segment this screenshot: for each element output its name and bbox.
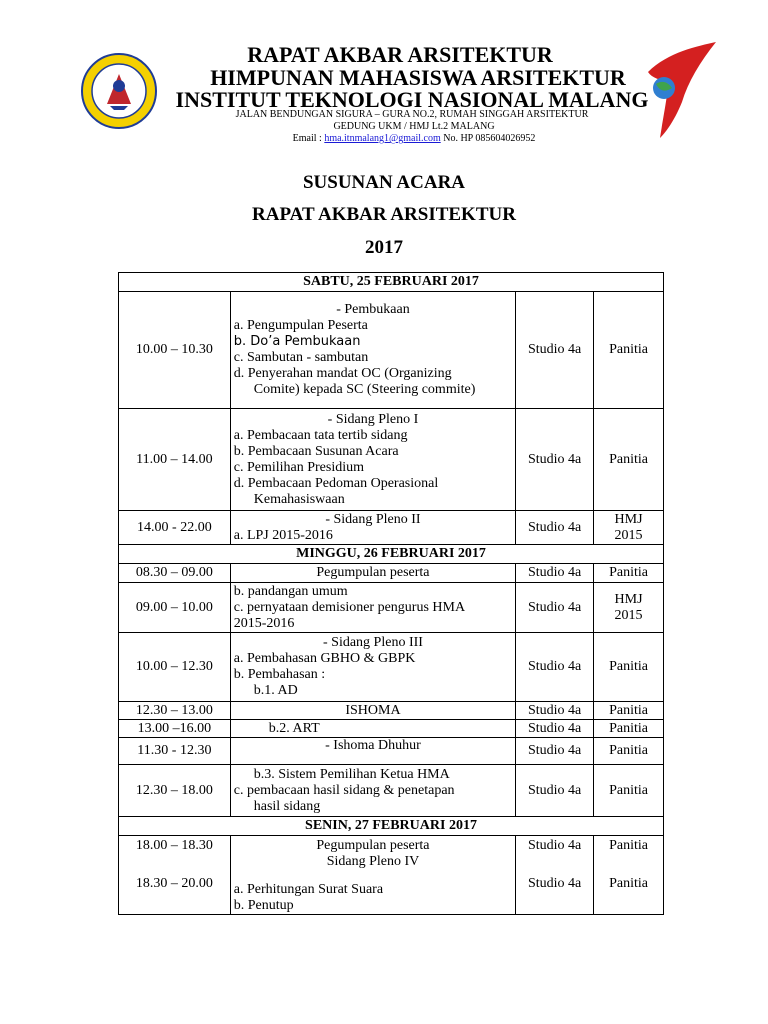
pic-line: 2015 — [614, 607, 643, 623]
day-header-row — [119, 545, 664, 564]
activity-item: c. pembacaan hasil sidang & penetapan — [233, 782, 455, 798]
time-cell: 14.00 - 22.00 — [119, 511, 231, 545]
table-row — [119, 583, 664, 633]
activity-heading: Sidang Pleno IV — [326, 854, 420, 869]
day-header: SABTU, 25 FEBRUARI 2017 — [119, 273, 664, 292]
activity-item: d. Penyerahan mandat OC (Organizing — [233, 366, 452, 381]
phone-number: No. HP 085604026952 — [440, 133, 536, 144]
location-cell: Studio 4a — [516, 564, 594, 583]
pic-cell: Panitia — [594, 738, 664, 765]
time-cell: 09.00 – 10.00 — [119, 583, 231, 633]
time-cell: 12.30 – 13.00 — [119, 702, 231, 720]
activity-item: b. Pembacaan Susunan Acara — [233, 443, 399, 459]
location-cell: Studio 4a — [516, 738, 594, 765]
location-line: Studio 4a — [527, 876, 582, 891]
time-cell: 10.00 – 12.30 — [119, 633, 231, 702]
time-cell — [119, 836, 231, 915]
activity-item: a. Perhitungan Surat Suara — [233, 882, 384, 897]
activity-item: b. Penutup — [233, 898, 294, 913]
location-cell: Studio 4a — [516, 720, 594, 738]
pic-line: 2015 — [614, 527, 643, 543]
location-cell: Studio 4a — [516, 765, 594, 817]
time-cell: 08.30 – 09.00 — [119, 564, 231, 583]
pic-line: Panitia — [609, 876, 648, 891]
activity-item: b. pandangan umum — [233, 583, 348, 599]
activity-cell: - Ishoma Dhuhur — [230, 738, 515, 765]
address-line-1: JALAN BENDUNGAN SIGURA – GURA NO.2, RUMAH SINGGAH ARSITEKTUR — [235, 109, 589, 120]
time-line: 18.30 – 20.00 — [135, 876, 213, 891]
event-name: RAPAT AKBAR ARSITEKTUR — [247, 42, 553, 67]
activity-item-continued: Comite) kepada SC (Steering commite) — [253, 382, 476, 397]
activity-item-continued: hasil sidang — [253, 798, 321, 814]
activity-heading: - Pembukaan — [336, 302, 410, 317]
pic-cell: Panitia — [594, 633, 664, 702]
activity-item: a. Pembahasan GBHO & GBPK — [233, 651, 416, 666]
activity-item: a. Pembacaan tata tertib sidang — [233, 427, 408, 443]
location-cell: Studio 4a — [516, 583, 594, 633]
location-cell: Studio 4a — [516, 702, 594, 720]
email-label: Email : — [292, 133, 325, 144]
location-line: Studio 4a — [527, 838, 582, 853]
table-row — [119, 409, 664, 511]
location-cell — [516, 836, 594, 915]
organization-name: HIMPUNAN MAHASISWA ARSITEKTUR — [210, 65, 626, 90]
schedule-table — [118, 272, 664, 915]
time-cell: 11.30 - 12.30 — [119, 738, 231, 765]
pic-cell: Panitia — [594, 292, 664, 409]
activity-item: c. pernyataan demisioner pengurus HMA — [233, 599, 466, 615]
pic-line: Panitia — [609, 838, 648, 853]
table-row — [119, 836, 664, 915]
activity-subitem: b.3. Sistem Pemilihan Ketua HMA — [253, 766, 450, 782]
table-row — [119, 702, 664, 720]
activity-heading: - Sidang Pleno II — [325, 511, 421, 527]
table-row — [119, 765, 664, 817]
contact-line — [30, 133, 768, 144]
activity-cell — [230, 409, 515, 511]
time-cell: 10.00 – 10.30 — [119, 292, 231, 409]
day-header: MINGGU, 26 FEBRUARI 2017 — [119, 545, 664, 564]
institution-name: INSTITUT TEKNOLOGI NASIONAL MALANG — [175, 87, 649, 112]
day-header: SENIN, 27 FEBRUARI 2017 — [119, 817, 664, 836]
activity-cell: b.2. ART — [230, 720, 515, 738]
location-cell: Studio 4a — [516, 511, 594, 545]
activity-cell — [230, 583, 515, 633]
pic-cell: Panitia — [594, 564, 664, 583]
day-header-row — [119, 273, 664, 292]
pic-line: HMJ — [614, 591, 643, 607]
pic-cell — [594, 583, 664, 633]
activity-subitem: b.1. AD — [253, 683, 298, 698]
activity-heading: - Sidang Pleno I — [327, 411, 419, 427]
activity-cell: ISHOMA — [230, 702, 515, 720]
time-line: 18.00 – 18.30 — [135, 838, 213, 853]
pic-cell — [594, 836, 664, 915]
table-row — [119, 564, 664, 583]
document-title: SUSUNAN ACARA — [302, 172, 466, 193]
activity-cell — [230, 511, 515, 545]
activity-heading: - Sidang Pleno III — [323, 635, 423, 650]
activity-item-continued: 2015-2016 — [233, 615, 295, 631]
pic-cell: Panitia — [594, 702, 664, 720]
activity-item: c. Pemilihan Presidium — [233, 459, 365, 475]
activity-item-continued: Kemahasiswaan — [253, 491, 345, 507]
activity-item: b. Pembahasan : — [233, 667, 326, 682]
pic-cell: Panitia — [594, 409, 664, 511]
location-cell: Studio 4a — [516, 409, 594, 511]
table-row — [119, 720, 664, 738]
pic-cell — [594, 511, 664, 545]
activity-item: d. Pembacaan Pedoman Operasional — [233, 475, 439, 491]
activity-item: a. Pengumpulan Peserta — [233, 318, 368, 333]
pic-line: HMJ — [614, 511, 643, 527]
activity-item: a. LPJ 2015-2016 — [233, 527, 333, 543]
letterhead — [0, 0, 768, 160]
email-link[interactable]: hma.itnmalang1@gmail.com — [324, 133, 441, 144]
table-row — [119, 633, 664, 702]
time-cell: 11.00 – 14.00 — [119, 409, 231, 511]
time-cell: 13.00 –16.00 — [119, 720, 231, 738]
address-line-2: GEDUNG UKM / HMJ Lt.2 MALANG — [333, 121, 495, 132]
activity-cell — [230, 836, 515, 915]
activity-item: c. Sambutan - sambutan — [233, 350, 369, 365]
day-header-row — [119, 817, 664, 836]
document-subtitle: RAPAT AKBAR ARSITEKTUR — [252, 204, 516, 225]
pic-cell: Panitia — [594, 765, 664, 817]
activity-cell: Pegumpulan peserta — [230, 564, 515, 583]
document-year: 2017 — [365, 237, 403, 258]
activity-cell — [230, 633, 515, 702]
activity-cell — [230, 292, 515, 409]
table-row — [119, 738, 664, 765]
table-row — [119, 511, 664, 545]
activity-cell — [230, 765, 515, 817]
activity-item: b. Do’a Pembukaan — [233, 334, 361, 349]
table-row — [119, 292, 664, 409]
location-cell: Studio 4a — [516, 292, 594, 409]
pic-cell: Panitia — [594, 720, 664, 738]
activity-heading: Pegumpulan peserta — [316, 838, 430, 853]
time-cell: 12.30 – 18.00 — [119, 765, 231, 817]
location-cell: Studio 4a — [516, 633, 594, 702]
